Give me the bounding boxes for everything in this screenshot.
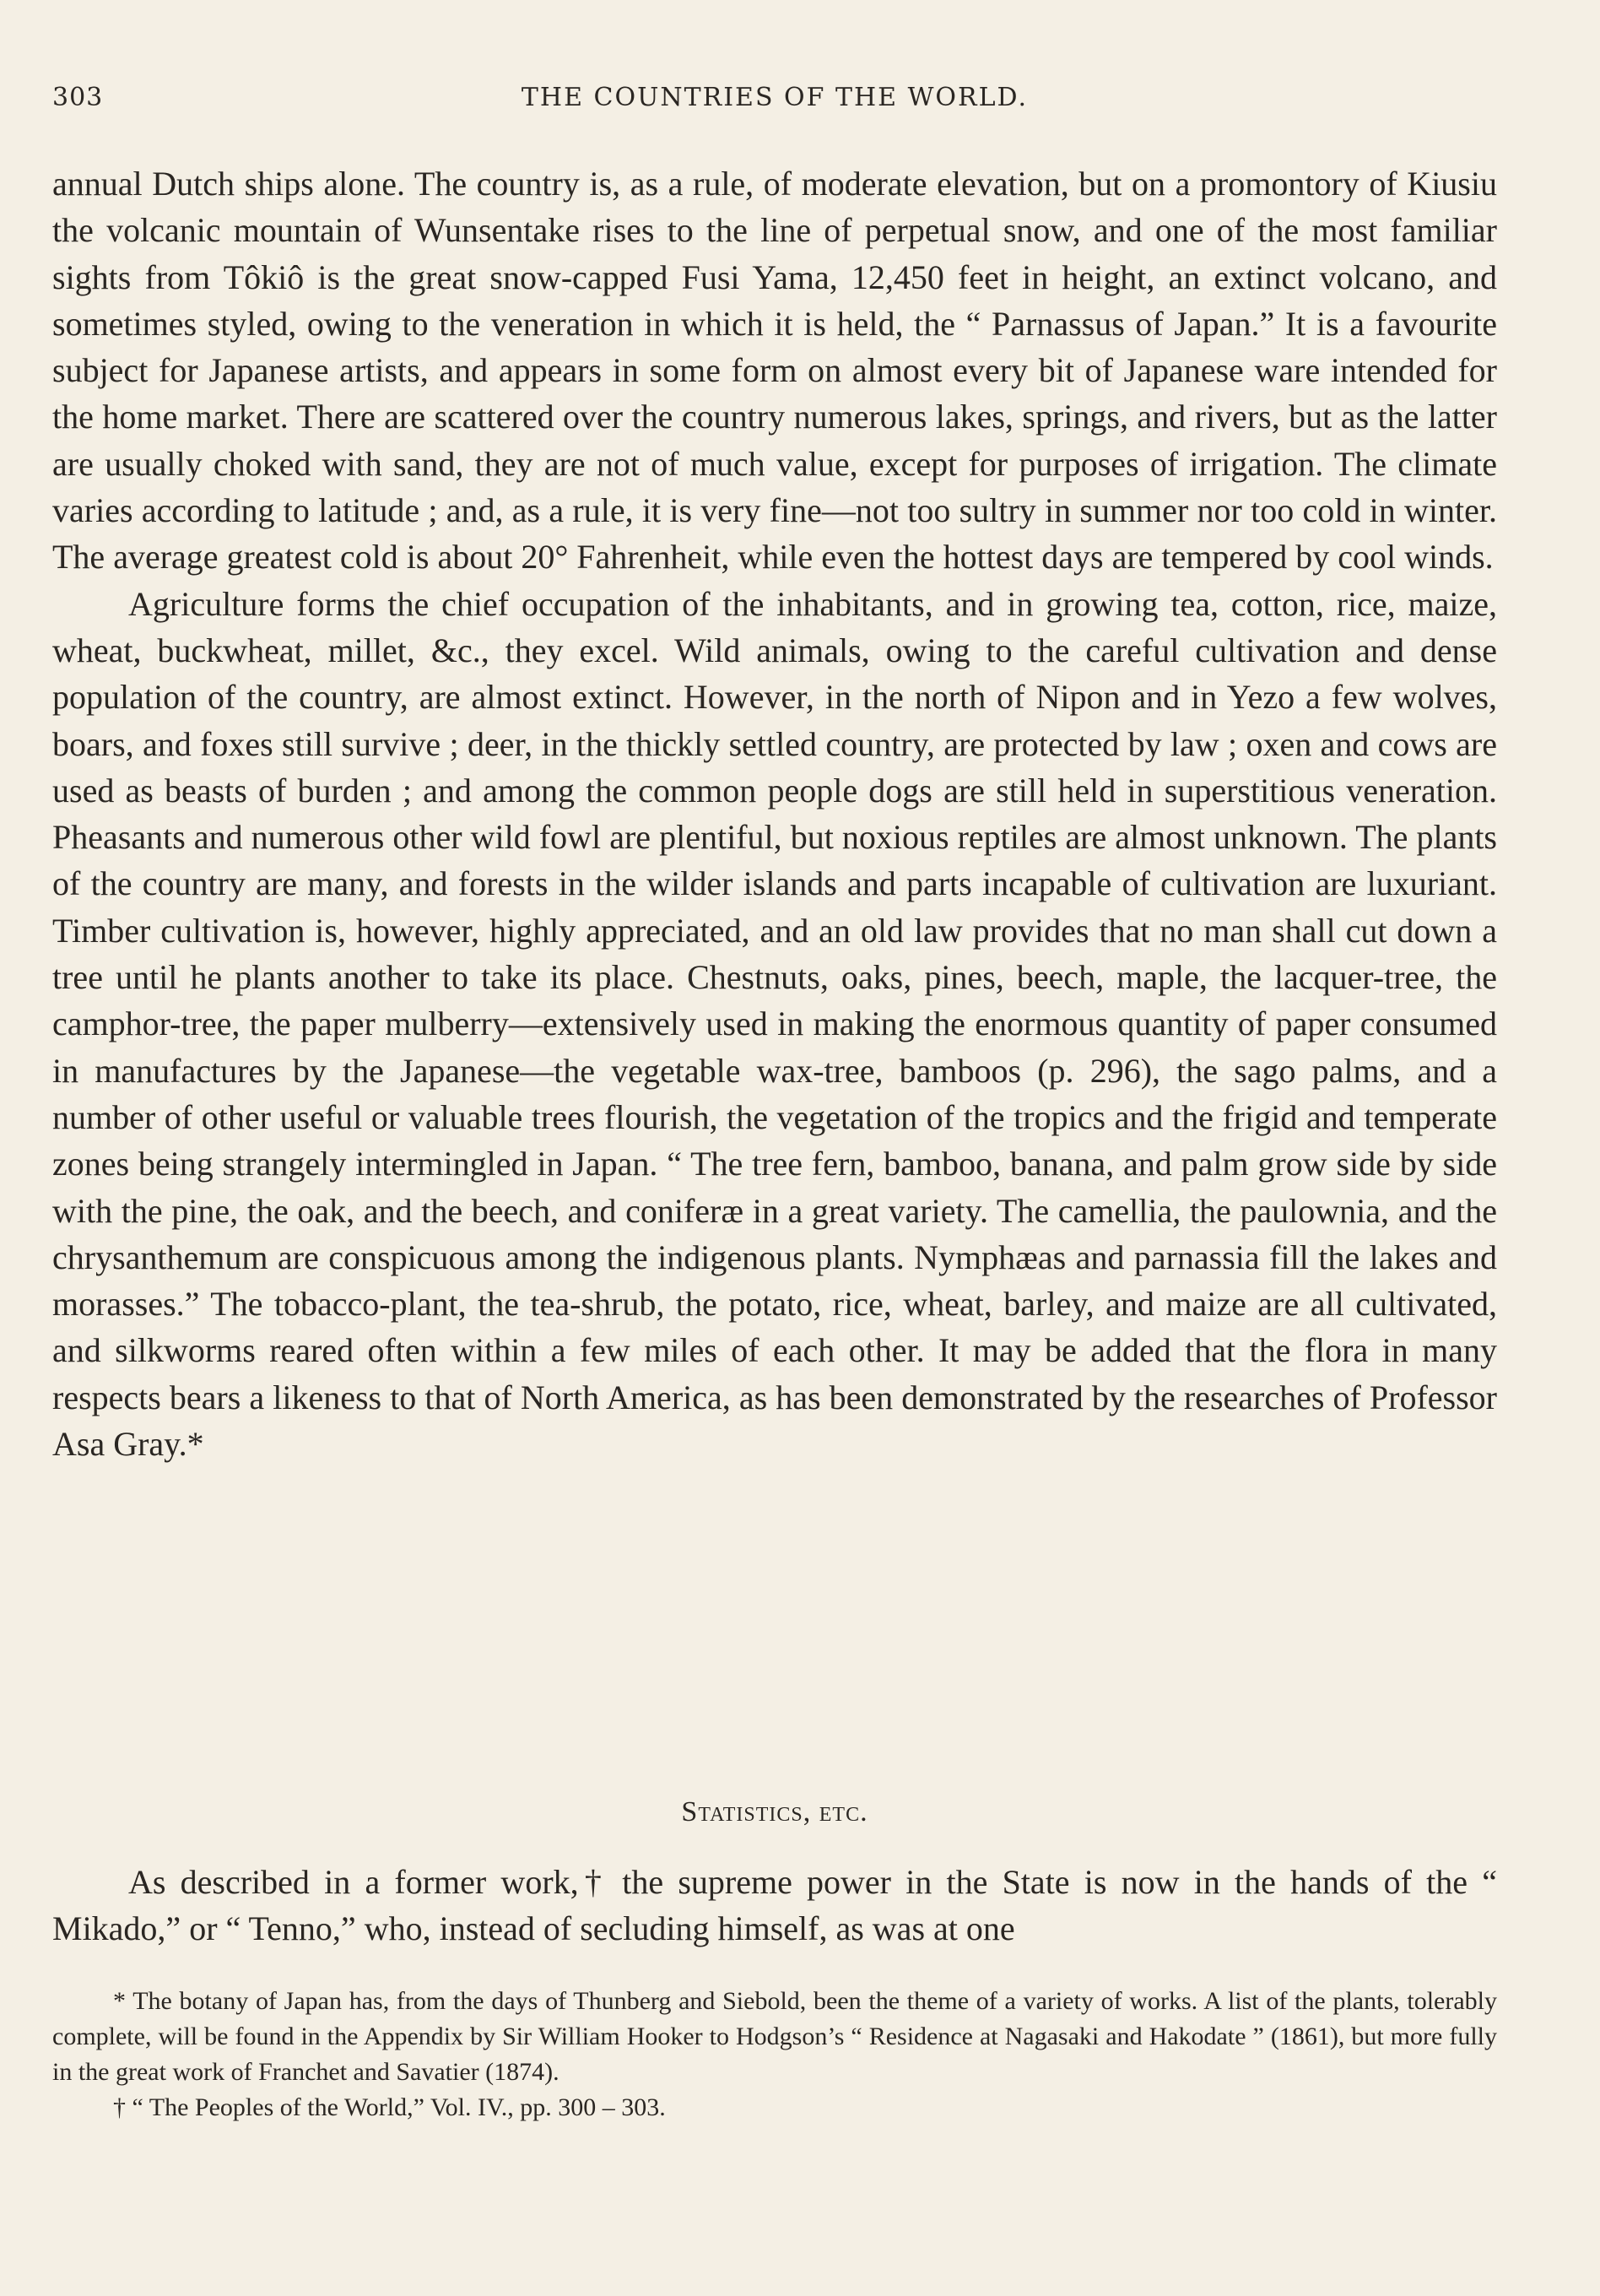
paragraph-statistics: As described in a former work,† the supreme power in the State is now in the hands of the “ Mikado,” or “ Tenno,” who, instead of secluding himself, as was at one bbox=[52, 1863, 1497, 1948]
running-head: THE COUNTRIES OF THE WORLD. bbox=[521, 83, 1029, 112]
section-heading: Statistics, etc. bbox=[681, 1796, 868, 1828]
footnotes bbox=[52, 1984, 1497, 2125]
footnote-peoples: † “ The Peoples of the World,” Vol. IV., pp. 300 – 303. bbox=[113, 2093, 666, 2121]
main-text bbox=[52, 160, 1497, 1467]
paragraph-geography: annual Dutch ships alone. The country is, as a rule, of moderate elevation, but on a promontory of Kiusiu the volcanic mountain of Wunsentake rises to the line of perpetual snow, and one of the most familiar sights from Tôkiô is the great snow-capped Fusi Yama, 12,450 feet in height, an extinct volcano, and sometimes styled, owing to the veneration in which it is held, the “ Parnassus of Japan.” It is a favourite subject for Japanese artists, and appears in some form on almost every bit of Japanese ware intended for the home market. There are scattered over the country numerous lakes, springs, and rivers, but as the latter are usually choked with sand, they are not of much value, except for purposes of irrigation. The climate varies according to latitude ; and, as a rule, it is very fine—not too sultry in summer nor too cold in winter. The average greatest cold is about 20° Fahrenheit, while even the hottest days are tempered by cool winds. bbox=[52, 165, 1497, 577]
paragraph-agriculture: Agriculture forms the chief occupation of the inhabitants, and in growing tea, cotton, rice, maize, wheat, buckwheat, millet, &c., they excel. Wild animals, owing to the careful cultivation and dense population of the country, are almost extinct. However, in the north of Nipon and in Yezo a few wolves, boars, and foxes still survive ; deer, in the thickly settled country, are protected by law ; oxen and cows are used as beasts of burden ; and among the common people dogs are still held in superstitious veneration. Pheasants and numerous other wild fowl are plentiful, but noxious reptiles are almost unknown. The plants of the country are many, and forests in the wilder islands and parts incapable of cultivation are luxuriant. Timber cultivation is, however, highly appreciated, and an old law provides that no man shall cut down a tree until he plants another to take its place. Chestnuts, oaks, pines, beech, maple, the lacquer-tree, the camphor-tree, the paper mulberry—extensively used in making the enormous quantity of paper consumed in manufactures by the Japanese—the vegetable wax-tree, bamboos (p. 296), the sago palms, and a number of other useful or valuable trees flourish, the vegetation of the tropics and the frigid and temperate zones being strangely intermingled in Japan. “ The tree fern, bamboo, banana, and palm grow side by side with the pine, the oak, and the beech, and coniferæ in a great variety. The camellia, the paulownia, and the chrysanthemum are conspicuous among the indigenous plants. Nymphæas and parnassia fill the lakes and morasses.” The tobacco-plant, the tea-shrub, the potato, rice, wheat, barley, and maize are all cultivated, and silkworms reared often within a few miles of each other. It may be added that the flora in many respects bears a likeness to that of North America, as has been demonstrated by the researches of Professor Asa Gray.* bbox=[52, 584, 1497, 1464]
page-number: 303 bbox=[52, 83, 104, 112]
statistics-text bbox=[52, 1859, 1497, 1952]
footnote-botany: * The botany of Japan has, from the days of Thunberg and Siebold, been the theme of a variety of works. A list of the plants, tolerably complete, will be found in the Appendix by Sir William Hooker to Hodgson’s “ Residence at Nagasaki and Hakodate ” (1861), but more fully in the great work of Franchet and Savatier (1874). bbox=[52, 1987, 1497, 2086]
page-header bbox=[52, 83, 1497, 125]
